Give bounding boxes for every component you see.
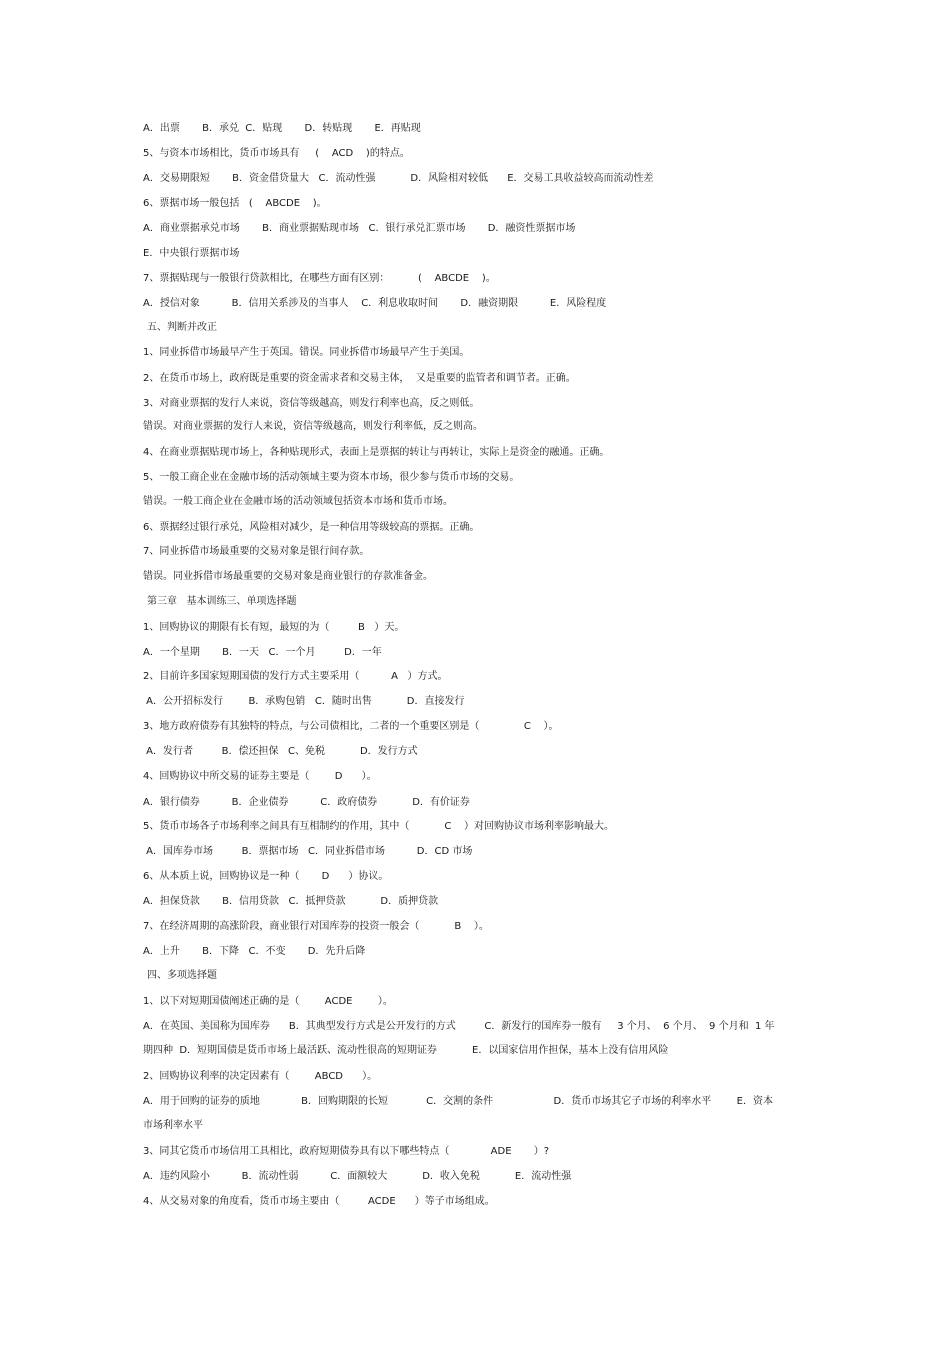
- options-line: E．中央银行票据市场: [143, 248, 240, 259]
- statement-line: 2、在货币市场上，政府既是重要的资金需求者和交易主体， 又是重要的监管者和调节者。正确。: [143, 373, 576, 384]
- question-line: 7、票据贴现与一般银行贷款相比，在哪些方面有区别： ( ABCDE )。: [143, 273, 496, 284]
- options-line: 期四种 D．短期国债是货币市场上最活跃、流动性很高的短期证券 E．以国家信用作担保，基本上没有信用风险: [143, 1045, 669, 1056]
- options-line: 市场利率水平: [143, 1120, 203, 1131]
- options-line: A．担保贷款 B．信用贷款 C．抵押贷款 D．质押贷款: [143, 896, 439, 907]
- question-line: 2、回购协议利率的决定因素有（ ABCD ）。: [143, 1071, 378, 1082]
- statement-line: 4、在商业票据贴现市场上，各种贴现形式，表面上是票据的转让与再转让，实际上是资金的融通。正确。: [143, 447, 610, 458]
- options-line: A．银行债券 B．企业债券 C．政府债券 D．有价证券: [143, 797, 470, 808]
- question-line: 3、地方政府债券有其独特的特点，与公司债相比，二者的一个重要区别是（ C ）。: [143, 721, 559, 732]
- question-line: 4、从交易对象的角度看，货币市场主要由（ ACDE ）等子市场组成。: [143, 1196, 495, 1207]
- statement-line: 7、同业拆借市场最重要的交易对象是银行间存款。: [143, 546, 370, 557]
- options-line: A．公开招标发行 B．承购包销 C．随时出售 D．直接发行: [143, 696, 465, 707]
- statement-line: 6、票据经过银行承兑，风险相对减少，是一种信用等级较高的票据。正确。: [143, 522, 480, 533]
- question-line: 6、票据市场一般包括 ( ABCDE )。: [143, 198, 327, 209]
- options-line: A．交易期限短 B．资金借贷量大 C．流动性强 D．风险相对较低 E．交易工具收益较高而流动性差: [143, 173, 654, 184]
- question-line: 4、回购协议中所交易的证券主要是（ D ）。: [143, 771, 377, 782]
- correction-line: 错误。对商业票据的发行人来说，资信等级越高，则发行利率低，反之则高。: [143, 421, 483, 432]
- statement-line: 1、同业拆借市场最早产生于英国。错误。同业拆借市场最早产生于美国。: [143, 347, 470, 358]
- statement-line: 3、对商业票据的发行人来说，资信等级越高，则发行利率也高，反之则低。: [143, 398, 480, 409]
- question-line: 1、回购协议的期限有长有短，最短的为（ B ）天。: [143, 622, 405, 633]
- question-line: 2、目前许多国家短期国债的发行方式主要采用（ A ）方式。: [143, 671, 448, 682]
- question-line: 5、货币市场各子市场利率之间具有互相制约的作用，其中（ C ）对回购协议市场利率影响最大。: [143, 821, 615, 832]
- section-heading: 五、判断并改正: [147, 322, 217, 333]
- statement-line: 5、一般工商企业在金融市场的活动领域主要为资本市场，很少参与货币市场的交易。: [143, 472, 520, 483]
- options-line: A．商业票据承兑市场 B．商业票据贴现市场 C．银行承兑汇票市场 D．融资性票据市场: [143, 223, 576, 234]
- question-line: 6、从本质上说，回购协议是一种（ D ）协议。: [143, 871, 389, 882]
- question-line: 5、与资本市场相比，货币市场具有 ( ACD )的特点。: [143, 148, 410, 159]
- options-line: A．授信对象 B．信用关系涉及的当事人 C．利息收取时间 D．融资期限 E．风险程度: [143, 298, 607, 309]
- options-line: A．用于回购的证券的质地 B．回购期限的长短 C．交割的条件 D．货币市场其它子市场的利率水平 E．资本: [143, 1096, 773, 1107]
- correction-line: 错误。一般工商企业在金融市场的活动领域包括资本市场和货币市场。: [143, 496, 453, 507]
- options-line: A．在英国、美国称为国库券 B．其典型发行方式是公开发行的方式 C．新发行的国库券一般有 3 个月、 6 个月、 9 个月和 1 年: [143, 1021, 775, 1032]
- question-line: 3、同其它货币市场信用工具相比，政府短期债券具有以下哪些特点（ ADE ）?: [143, 1146, 550, 1157]
- options-line: A．违约风险小 B．流动性弱 C．面额较大 D．收入免税 E．流动性强: [143, 1171, 572, 1182]
- options-line: A．发行者 B．偿还担保 C、免税 D．发行方式: [143, 746, 418, 757]
- section-heading: 四、多项选择题: [147, 970, 217, 981]
- correction-line: 错误。同业拆借市场最重要的交易对象是商业银行的存款准备金。: [143, 571, 433, 582]
- question-line: 1、以下对短期国债阐述正确的是（ ACDE ）。: [143, 996, 393, 1007]
- options-line: A．出票 B．承兑 C．贴现 D．转贴现 E．再贴现: [143, 123, 421, 134]
- question-line: 7、在经济周期的高涨阶段，商业银行对国库券的投资一般会（ B ）。: [143, 921, 489, 932]
- options-line: A．上升 B．下降 C．不变 D．先升后降: [143, 946, 366, 957]
- options-line: A．一个星期 B．一天 C．一个月 D．一年: [143, 647, 382, 658]
- section-heading: 第三章 基本训练三、单项选择题: [147, 596, 297, 607]
- options-line: A．国库券市场 B．票据市场 C．同业拆借市场 D．CD 市场: [143, 846, 473, 857]
